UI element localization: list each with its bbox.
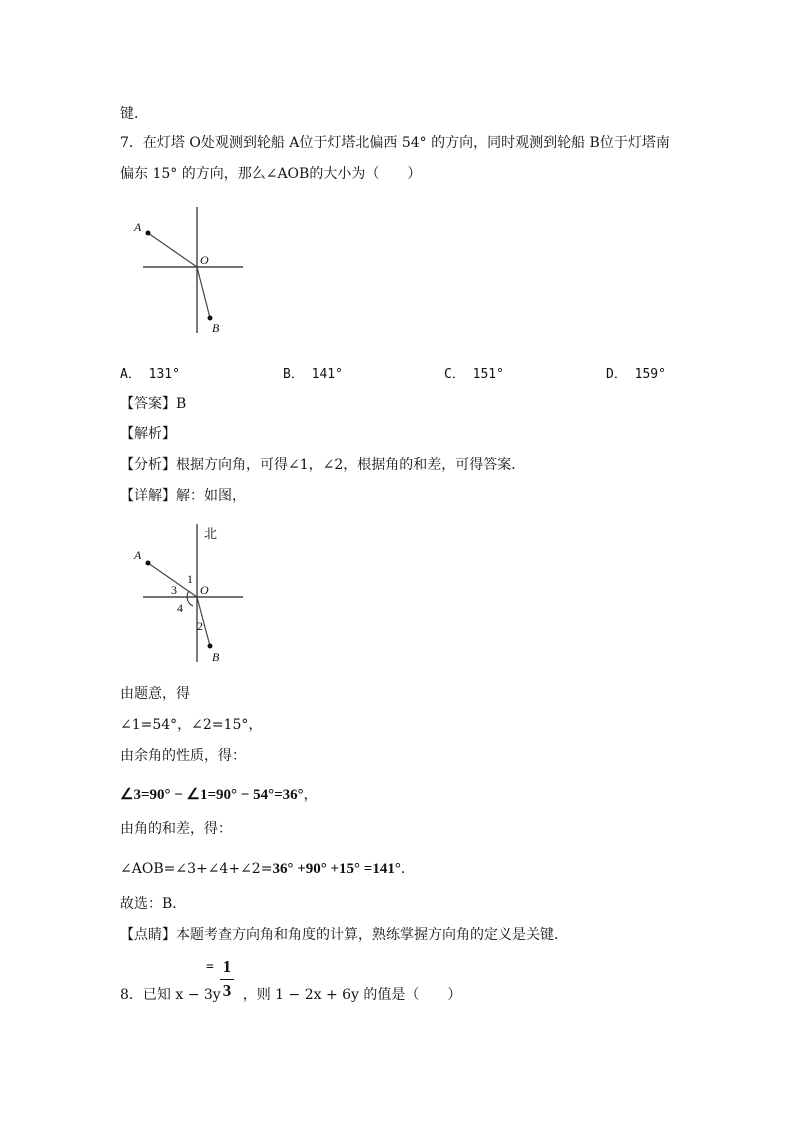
dianjing-line: 【点睛】本题考查方向角和角度的计算，熟练掌握方向角的定义是关键． bbox=[120, 927, 568, 943]
q8-equals: = bbox=[206, 960, 214, 975]
label-b: B bbox=[212, 650, 220, 664]
analysis-fenxi: 【分析】根据方向角，可得∠1，∠2，根据角的和差，可得答案． bbox=[120, 457, 526, 473]
step-3: 由余角的性质，得： bbox=[120, 748, 246, 764]
point-a bbox=[146, 231, 151, 236]
label-o: O bbox=[200, 253, 209, 267]
figure-2 bbox=[130, 520, 250, 668]
figure-1 bbox=[130, 205, 250, 345]
label-a: A bbox=[134, 220, 142, 234]
q8-numerator: 1 bbox=[222, 957, 232, 976]
continued-text: 键． bbox=[120, 106, 148, 122]
option-b: B． 141° bbox=[283, 367, 343, 382]
choose-line: 故选：B． bbox=[120, 896, 187, 912]
question-8: 8．已知 x − 3y ，则 1 − 2x + 6y 的值是（ ） bbox=[120, 987, 462, 1003]
option-d: D． 159° bbox=[606, 367, 666, 382]
step-2: ∠1=54°，∠2=15°， bbox=[120, 717, 263, 733]
label-north: 北 bbox=[204, 526, 218, 541]
label-angle-2: 2 bbox=[197, 619, 203, 633]
analysis-title: 【解析】 bbox=[120, 426, 176, 442]
point-b bbox=[208, 644, 213, 649]
label-b: B bbox=[212, 321, 220, 335]
step-1: 由题意，得 bbox=[120, 686, 190, 702]
label-o: O bbox=[200, 583, 209, 597]
option-a: A． 131° bbox=[120, 367, 180, 382]
option-c: C． 151° bbox=[444, 367, 504, 382]
q8-fraction-bar bbox=[220, 979, 234, 980]
q8-denominator: 3 bbox=[222, 981, 232, 1000]
answer-line: 【答案】B bbox=[120, 396, 187, 412]
label-angle-3: 3 bbox=[171, 583, 177, 597]
point-b bbox=[208, 316, 213, 321]
equation-2: ∠AOB=∠3+∠4+∠2=36° +90° +15° =141°． bbox=[120, 861, 415, 877]
step-4: 由角的和差，得： bbox=[120, 821, 232, 837]
analysis-xiangjie: 【详解】解：如图， bbox=[120, 488, 246, 504]
label-angle-4: 4 bbox=[177, 601, 183, 615]
label-a: A bbox=[134, 548, 142, 562]
question-7-line-2: 偏东 15° 的方向，那么∠AOB的大小为（ ） bbox=[120, 166, 422, 182]
question-7-line-1: 7．在灯塔 O处观测到轮船 A位于灯塔北偏西 54° 的方向，同时观测到轮船 B位于灯塔南 bbox=[120, 135, 670, 151]
equation-1: ∠3=90° − ∠1=90° − 54°=36°， bbox=[120, 787, 318, 803]
label-angle-1: 1 bbox=[187, 572, 193, 586]
point-a bbox=[146, 561, 151, 566]
